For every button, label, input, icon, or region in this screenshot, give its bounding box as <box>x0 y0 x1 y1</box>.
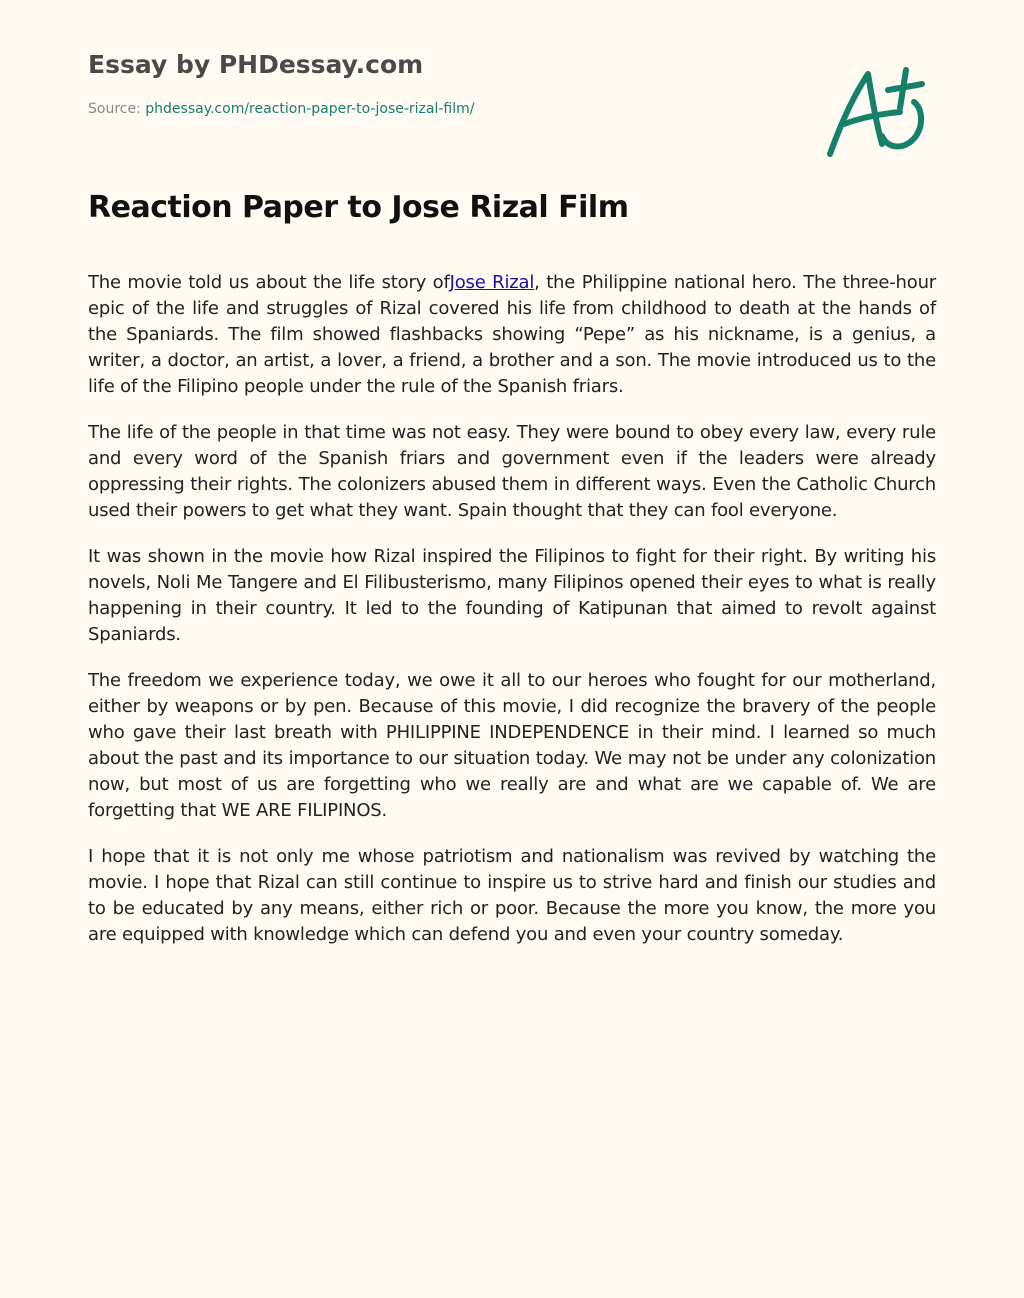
paragraph-1 <box>88 270 936 400</box>
source-line <box>88 101 475 117</box>
jose-rizal-link[interactable]: Jose Rizal <box>449 272 535 293</box>
paragraph-5: I hope that it is not only me whose patriotism and nationalism was revived by watching the movie. I hope that Rizal can still continue to inspire us to strive hard and finish our studies and to be educated by any means, either rich or poor. Because the more you know, the more you are equipped with knowledge which can defend you and even your country someday. <box>88 846 936 945</box>
paragraph-3: It was shown in the movie how Rizal inspired the Filipinos to fight for their right. By writing his novels, Noli Me Tangere and El Filibusterismo, many Filipinos opened their eyes to what is really happening in their country. It led to the founding of Katipunan that aimed to revolt against Spaniards. <box>88 546 936 645</box>
essay-body <box>88 270 936 968</box>
site-brand: Essay by PHDessay.com <box>88 50 424 79</box>
source-link[interactable]: phdessay.com/reaction-paper-to-jose-rizal-film/ <box>145 101 475 117</box>
logo-letter-a-crossbar <box>844 112 900 124</box>
paragraph-1-intro: The movie told us about the life story of <box>88 272 450 293</box>
paragraph-1-rest: , the Philippine national hero. The three-hour epic of the life and struggles of Rizal covered his life from childhood to death at the hands of the Spaniards. The film showed flashbacks showing “Pepe” as his nickname, is a genius, a writer, a doctor, an artist, a lover, a friend, a brother and a son. The movie introduced us to the life of the Filipino people under the rule of the Spanish friars. <box>88 272 936 397</box>
paragraph-4: The freedom we experience today, we owe it all to our heroes who fought for our motherland, either by weapons or by pen. Because of this movie, I did recognize the bravery of the people who gave their last breath with PHILIPPINE INDEPENDENCE in their mind. I learned so much about the past and its importance to our situation today. We may not be under any colonization now, but most of us are forgetting who we really are and what are we capable of. We are forgetting that WE ARE FILIPINOS. <box>88 670 936 821</box>
a-plus-grade-icon <box>822 64 930 162</box>
source-label: Source: <box>88 101 141 117</box>
page-title: Reaction Paper to Jose Rizal Film <box>88 190 629 225</box>
logo-plus-horizontal <box>888 84 922 90</box>
paragraph-2: The life of the people in that time was not easy. They were bound to obey every law, every rule and every word of the Spanish friars and government even if the leaders were already oppressing their rights. The colonizers abused them in different ways. Even the Catholic Church used their powers to get what they want. Spain thought that they can fool everyone. <box>88 422 936 521</box>
